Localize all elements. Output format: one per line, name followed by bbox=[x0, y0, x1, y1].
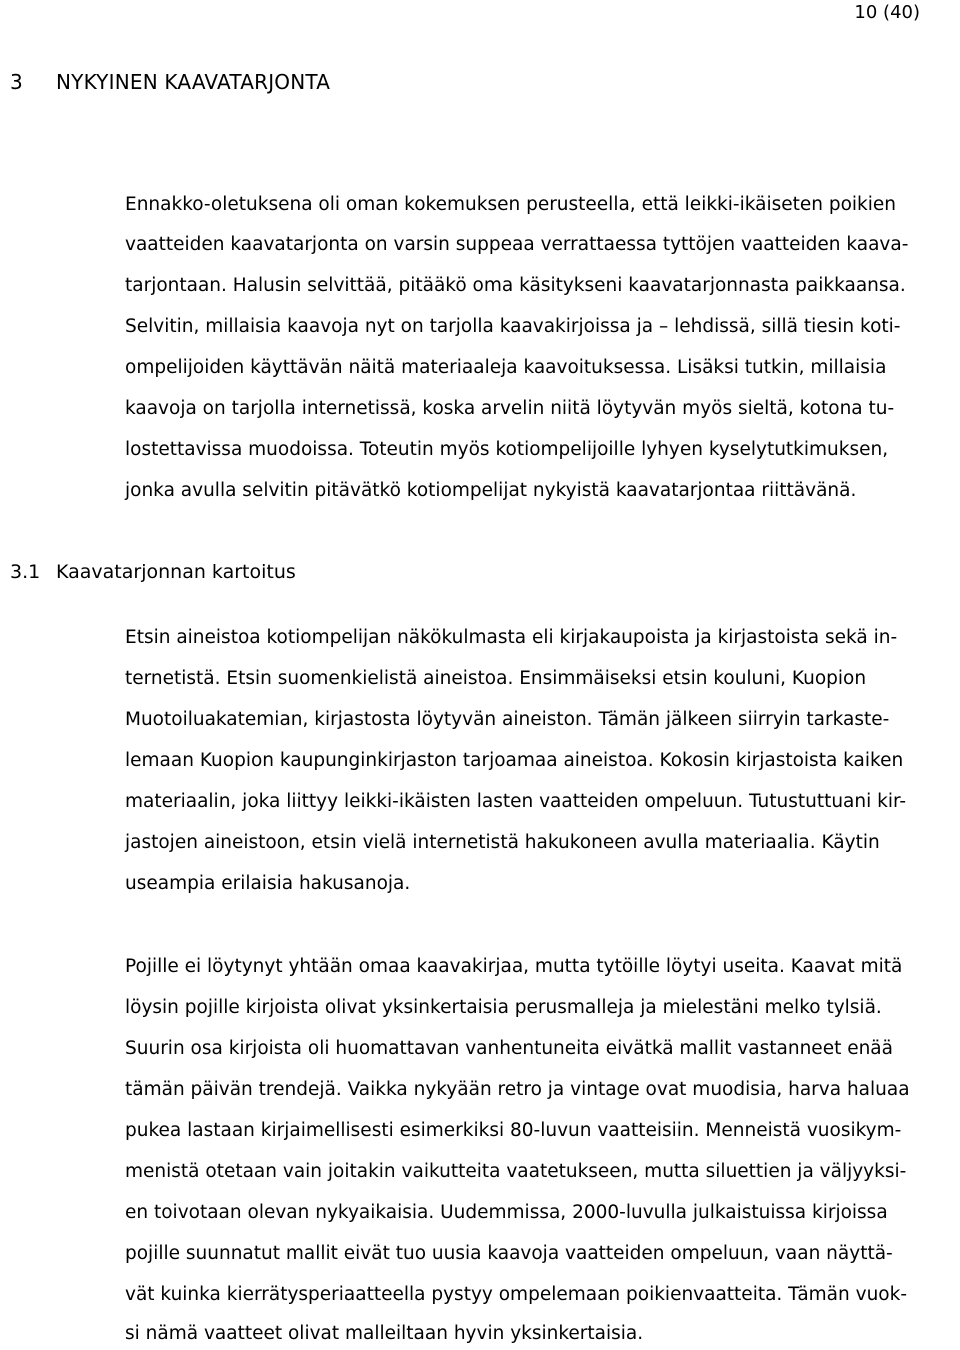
chapter-title: NYKYINEN KAAVATARJONTA bbox=[56, 70, 331, 94]
chapter-heading bbox=[10, 70, 330, 94]
text-line: kaavoja on tarjolla internetissä, koska arvelin niitä löytyvän myös sieltä, kotona tu- bbox=[125, 398, 895, 419]
text-line: useampia erilaisia hakusanoja. bbox=[125, 873, 411, 894]
page-number: 10 (40) bbox=[854, 2, 920, 23]
text-line: Muotoiluakatemian, kirjastosta löytyvän aineiston. Tämän jälkeen siirryin tarkaste- bbox=[125, 709, 890, 730]
section-heading bbox=[10, 560, 296, 584]
text-line: tämän päivän trendejä. Vaikka nykyään retro ja vintage ovat muodisia, harva haluaa bbox=[125, 1079, 910, 1100]
text-line: ompelijoiden käyttävän näitä materiaaleja kaavoituksessa. Lisäksi tutkin, millaisia bbox=[125, 357, 887, 378]
text-line: en toivotaan olevan nykyaikaisia. Uudemmissa, 2000-luvulla julkaistuissa kirjoissa bbox=[125, 1202, 888, 1223]
text-line: Etsin aineistoa kotiompelijan näkökulmasta eli kirjakaupoista ja kirjastoista sekä in- bbox=[125, 627, 898, 648]
text-line: vät kuinka kierrätysperiaatteella pystyy ompelemaan poikienvaatteita. Tämän vuok- bbox=[125, 1284, 908, 1305]
text-line: pojille suunnatut mallit eivät tuo uusia kaavoja vaatteiden ompeluun, vaan näyttä- bbox=[125, 1243, 893, 1264]
text-line: Suurin osa kirjoista oli huomattavan vanhentuneita eivätkä mallit vastanneet enää bbox=[125, 1038, 893, 1059]
text-line: si nämä vaatteet olivat malleiltaan hyvin yksinkertaisia. bbox=[125, 1323, 644, 1344]
text-line: pukea lastaan kirjaimellisesti esimerkiksi 80-luvun vaatteisiin. Menneistä vuosikym- bbox=[125, 1120, 902, 1141]
text-line: jastojen aineistoon, etsin vielä internetistä hakukoneen avulla materiaalia. Käytin bbox=[125, 832, 880, 853]
text-line: lostettavissa muodoissa. Toteutin myös kotiompelijoille lyhyen kyselytutkimuksen, bbox=[125, 439, 889, 460]
text-line: Pojille ei löytynyt yhtään omaa kaavakirjaa, mutta tytöille löytyi useita. Kaavat mitä bbox=[125, 956, 903, 977]
chapter-number: 3 bbox=[10, 70, 23, 94]
text-line: vaatteiden kaavatarjonta on varsin suppeaa verrattaessa tyttöjen vaatteiden kaava- bbox=[125, 234, 909, 255]
text-line: materiaalin, joka liittyy leikki-ikäisten lasten vaatteiden ompeluun. Tutustuttuani kir- bbox=[125, 791, 907, 812]
text-line: löysin pojille kirjoista olivat yksinkertaisia perusmalleja ja mielestäni melko tylsiä. bbox=[125, 997, 882, 1018]
text-line: lemaan Kuopion kaupunginkirjaston tarjoamaa aineistoa. Kokosin kirjastoista kaiken bbox=[125, 750, 904, 771]
text-line: menistä otetaan vain joitakin vaikutteita vaatetukseen, mutta siluettien ja väljyyksi- bbox=[125, 1161, 907, 1182]
text-line: Selvitin, millaisia kaavoja nyt on tarjolla kaavakirjoissa ja – lehdissä, sillä tiesin koti- bbox=[125, 316, 901, 337]
text-line: jonka avulla selvitin pitävätkö kotiompelijat nykyistä kaavatarjontaa riittävänä. bbox=[125, 480, 857, 501]
text-line: tarjontaan. Halusin selvittää, pitääkö oma käsitykseni kaavatarjonnasta paikkaansa. bbox=[125, 275, 906, 296]
text-line: ternetistä. Etsin suomenkielistä aineistoa. Ensimmäiseksi etsin kouluni, Kuopion bbox=[125, 668, 867, 689]
section-title: Kaavatarjonnan kartoitus bbox=[56, 561, 296, 583]
text-line: Ennakko-oletuksena oli oman kokemuksen perusteella, että leikki-ikäiseten poikien bbox=[125, 194, 897, 215]
section-number: 3.1 bbox=[10, 561, 41, 583]
